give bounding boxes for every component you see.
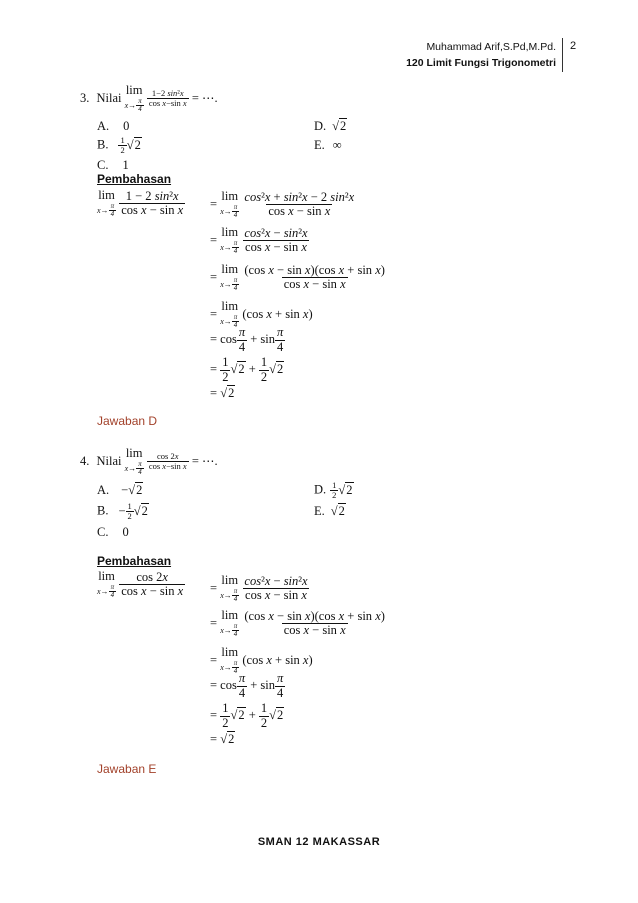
q4-question: 4. Nilai lim x→ $\frac{\pi}{4}$ $\frac{\cos 2x}{\text{cos x−sin x}}$ = ⋯. bbox=[80, 446, 218, 477]
q3-prompt: Nilai bbox=[96, 90, 122, 105]
q3-number: 3. bbox=[80, 90, 90, 105]
q4-step-3: = lim x→ $\frac{\pi}{4}$ (cos x + sin x) bbox=[210, 645, 313, 676]
footer-school: SMAN 12 MAKASSAR bbox=[257, 836, 381, 848]
header-book-title: 120 Limit Fungsi Trigonometri bbox=[406, 57, 556, 69]
q3-option-c: C. 1 bbox=[97, 158, 129, 172]
q3-step-6: = $\frac{1}{2}$ √2 + $\frac{1}{2}$ √2 bbox=[210, 355, 284, 384]
q3-option-d: D. √2 bbox=[314, 119, 347, 133]
q4-option-c: C. 0 bbox=[97, 525, 129, 539]
q4-limit: lim x→ $\frac{\pi}{4}$ bbox=[124, 446, 143, 477]
q4-step-1: = lim x→ $\frac{\pi}{4}$ $\frac{\text{cos²x − sin²x}}{\text{cos x − sin x}}$ bbox=[210, 573, 308, 604]
q3-solution-title: Pembahasan bbox=[97, 172, 172, 186]
q3-answer: Jawaban D bbox=[97, 414, 158, 428]
q4-option-b: B. − $\frac{1}{2}$ √2 bbox=[97, 501, 148, 522]
q3-step-4: = lim x→ $\frac{\pi}{4}$ (cos x + sin x) bbox=[210, 299, 313, 330]
q3-solution-lhs: lim x→ $\frac{\pi}{4}$ $\frac{\text{1 − 2 sin²x}}{\text{cos x − sin x}}$ bbox=[97, 188, 184, 219]
q4-step-2: = lim x→ $\frac{\pi}{4}$ $\frac{\text{(cos x − sin x)(cos x + sin x)}}{\text{cos x − sin x}}$ bbox=[210, 608, 385, 639]
header-author: Muhammad Arif,S.Pd,M.Pd. bbox=[426, 41, 556, 53]
q4-answer: Jawaban E bbox=[97, 762, 157, 776]
q4-solution-title: Pembahasan bbox=[97, 554, 172, 568]
q3-step-3: = lim x→ $\frac{\pi}{4}$ $\frac{\text{(cos x − sin x)(cos x + sin x)}}{\text{cos x − sin x}}$ bbox=[210, 262, 385, 293]
q3-step-7: = √2 bbox=[210, 386, 235, 400]
q4-option-e: E. √2 bbox=[314, 504, 345, 518]
q4-step-4: = cos $\frac{\pi}{4}$ + sin $\frac{\pi}{4}$ bbox=[210, 671, 284, 700]
q3-step-2: = lim x→ $\frac{\pi}{4}$ $\frac{\text{cos²x − sin²x}}{\text{cos x − sin x}}$ bbox=[210, 225, 308, 256]
q3-question: 3. Nilai lim x→ $\frac{\pi}{4}$ $\frac{\text{1−2 sin²x}}{\text{cos x−sin x}}$ = ⋯. bbox=[80, 83, 218, 114]
q3-option-a: A. 0 bbox=[97, 119, 130, 133]
q4-solution-lhs: lim x→ $\frac{\pi}{4}$ $\frac{\cos 2x}{\text{cos x − sin x}}$ bbox=[97, 569, 184, 600]
q3-fraction: $\frac{\text{1−2 sin²x}}{\text{cos x−sin x}}$ bbox=[148, 88, 187, 109]
page-number: 2 bbox=[570, 40, 577, 52]
q3-step-5: = cos $\frac{\pi}{4}$ + sin $\frac{\pi}{4}$ bbox=[210, 325, 284, 354]
q4-step-5: = $\frac{1}{2}$ √2 + $\frac{1}{2}$ √2 bbox=[210, 701, 284, 730]
q4-option-a: A. −√2 bbox=[97, 483, 143, 497]
q4-number: 4. bbox=[80, 453, 90, 468]
header-divider bbox=[562, 38, 563, 72]
q4-fraction: $\frac{\cos 2x}{\text{cos x−sin x}}$ bbox=[148, 451, 187, 472]
q4-prompt: Nilai bbox=[96, 453, 122, 468]
q3-step-1: = lim x→ $\frac{\pi}{4}$ $\frac{\text{cos²x + sin²x − 2 sin²x}}{\text{cos x − sin x}}$ bbox=[210, 189, 355, 220]
q3-limit: lim x→ $\frac{\pi}{4}$ bbox=[124, 83, 143, 114]
q4-step-6: = √2 bbox=[210, 732, 235, 746]
q3-option-b: B. $\frac{1}{2}$ √2 bbox=[97, 135, 141, 156]
q4-option-d: D. $\frac{1}{2}$ √2 bbox=[314, 480, 353, 501]
q3-option-e: E. ∞ bbox=[314, 138, 342, 152]
